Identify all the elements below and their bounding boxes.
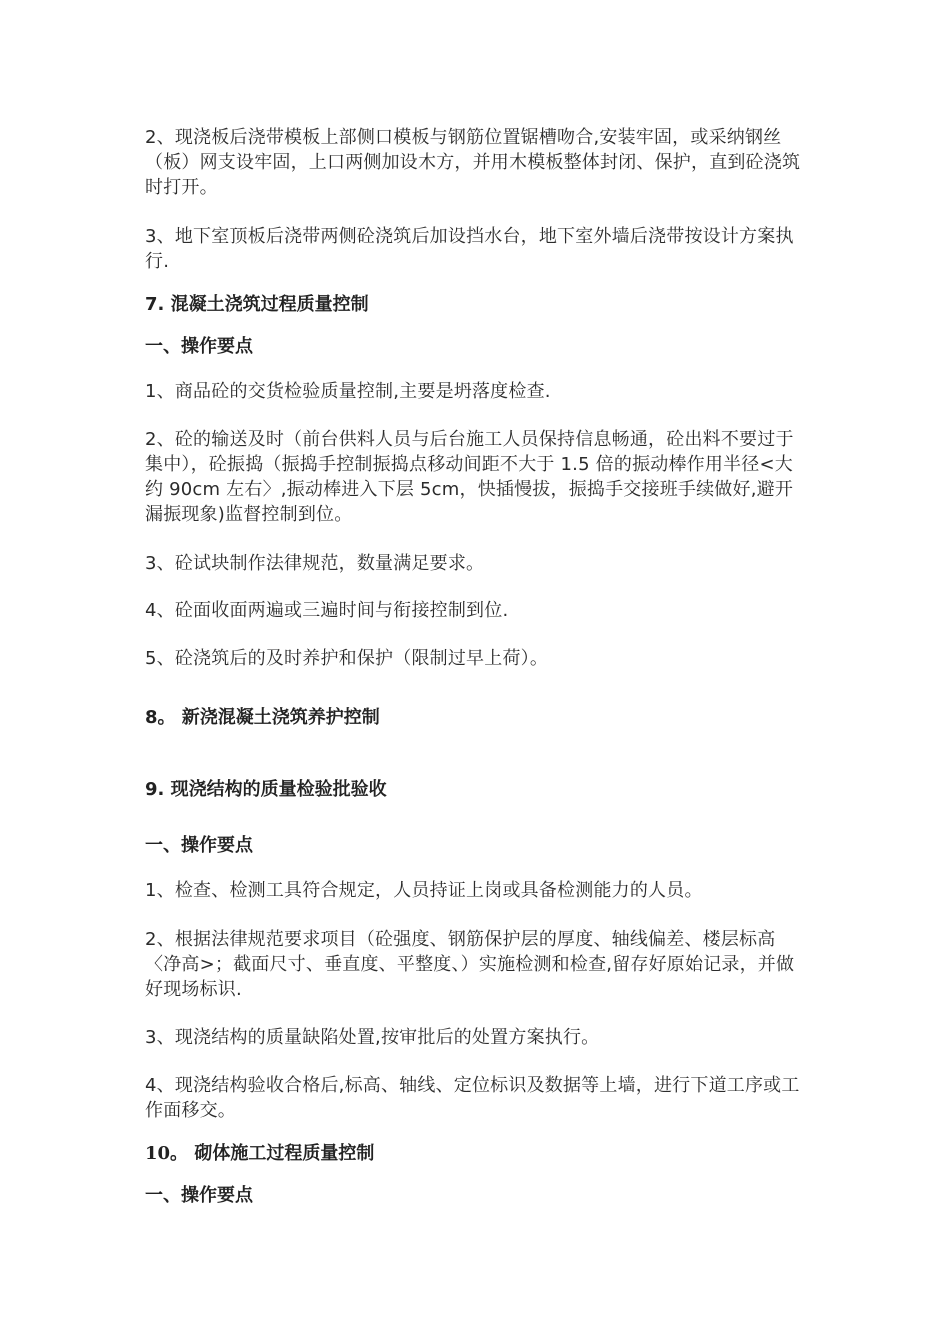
paragraph-9-1: 1、检查、检测工具符合规定，人员持证上岗或具备检测能力的人员。 [145, 880, 703, 901]
section-heading-10: 10。 砌体施工过程质量控制 [145, 1143, 375, 1164]
paragraph-7-5: 5、砼浇筑后的及时养护和保护（限制过早上荷）。 [145, 648, 549, 669]
subheading-operation-points-7: 一、操作要点 [145, 336, 253, 357]
paragraph-9-2: 2、根据法律规范要求项目（砼强度、钢筋保护层的厚度、轴线偏差、楼层标高〈净高>；截面尺寸、垂直度、平整度、）实施检测和检查,留存好原始记录，并做好现场标识. [145, 929, 795, 1000]
subheading-operation-points-10: 一、操作要点 [145, 1185, 253, 1206]
paragraph-7-3: 3、砼试块制作法律规范，数量满足要求。 [145, 553, 485, 574]
section-heading-9: 9. 现浇结构的质量检验批验收 [145, 779, 387, 800]
paragraph-7-4: 4、砼面收面两遍或三遍时间与衔接控制到位. [145, 600, 509, 621]
paragraph-basement-water-stop: 3、地下室顶板后浇带两侧砼浇筑后加设挡水台，地下室外墙后浇带按设计方案执行. [145, 226, 794, 272]
paragraph-9-4: 4、现浇结构验收合格后,标高、轴线、定位标识及数据等上墙，进行下道工序或工作面移交。 [145, 1075, 800, 1121]
subheading-operation-points-9: 一、操作要点 [145, 835, 253, 856]
paragraph-7-1: 1、商品砼的交货检验质量控制,主要是坍落度检查. [145, 381, 551, 402]
section-heading-8: 8。 新浇混凝土浇筑养护控制 [145, 707, 380, 728]
section-heading-7: 7. 混凝土浇筑过程质量控制 [145, 294, 369, 315]
paragraph-9-3: 3、现浇结构的质量缺陷处置,按审批后的处置方案执行。 [145, 1027, 600, 1048]
paragraph-7-2: 2、砼的输送及时（前台供料人员与后台施工人员保持信息畅通，砼出料不要过于集中），砼振捣（振捣手控制振捣点移动间距不大于 1.5 倍的振动棒作用半径<大约 90cm 左右〉,振动棒进入下层 5cm，快插慢拔，振捣手交接班手续做好,避开漏振现象)监督控制到位。 [145, 429, 794, 525]
paragraph-post-cast-formwork: 2、现浇板后浇带模板上部侧口模板与钢筋位置锯槽吻合,安装牢固，或采纳钢丝（板）网支设牢固，上口两侧加设木方，并用木模板整体封闭、保护，直到砼浇筑时打开。 [145, 127, 801, 198]
